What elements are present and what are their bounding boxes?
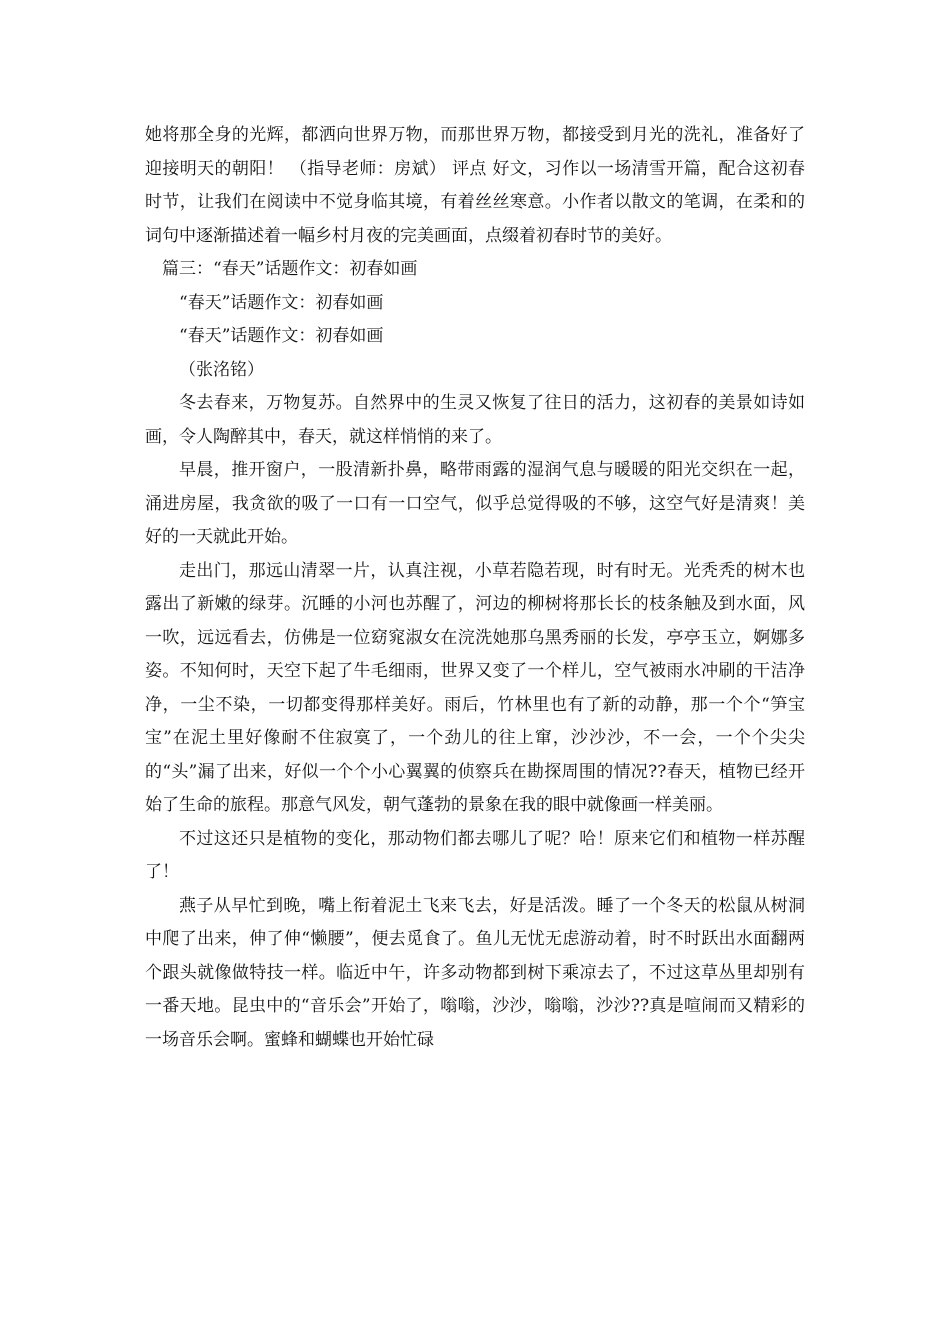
article-title-repeat: “春天”话题作文：初春如画	[179, 326, 384, 346]
paragraph-intro: 冬去春来，万物复苏。自然界中的生灵又恢复了往日的活力，这初春的美景如诗如画，令人陶醉其中，春天，就这样悄悄的来了。	[145, 393, 805, 447]
document-page	[145, 119, 805, 1057]
author-name: （张洺铭）	[179, 359, 264, 380]
paragraph-animals: 燕子从早忙到晚，嘴上衔着泥土飞来飞去，好是活泼。睡了一个冬天的松鼠从树洞中爬了出来，伸了伸“懒腰”，便去觅食了。鱼儿无忧无虑游动着，时不时跃出水面翻两个跟头就像做特技一样。临近中午，许多动物都到树下乘凉去了，不过这草丛里却别有一番天地。昆虫中的“音乐会”开始了，嗡嗡，沙沙，嗡嗡，沙沙??真是喧闹而又精彩的一场音乐会啊。蜜蜂和蝴蝶也开始忙碌	[145, 895, 805, 1050]
section-heading: 篇三：“春天”话题作文：初春如画	[162, 259, 418, 279]
paragraph-transition: 不过这还只是植物的变化，那动物们都去哪儿了呢？哈！原来它们和植物一样苏醒了！	[145, 828, 805, 882]
paragraph-commentary: 她将那全身的光辉，都洒向世界万物，而那世界万物，都接受到月光的洗礼，准备好了迎接明天的朝阳！ （指导老师：房斌） 评点 好文，习作以一场清雪开篇，配合这初春时节，让我们在阅读中不觉身临其境，有着丝丝寒意。小作者以散文的笔调，在柔和的词句中逐渐描述着一幅乡村月夜的完美画面，点缀着初春时节的美好。	[145, 125, 805, 246]
paragraph-morning: 早晨，推开窗户，一股清新扑鼻，略带雨露的湿润气息与暖暖的阳光交织在一起，涌进房屋，我贪欲的吸了一口有一口空气，似乎总觉得吸的不够，这空气好是清爽！美好的一天就此开始。	[145, 460, 805, 547]
article-title: “春天”话题作文：初春如画	[179, 292, 384, 313]
paragraph-plants: 走出门，那远山清翠一片，认真注视，小草若隐若现，时有时无。光秃秃的树木也露出了新嫩的绿芽。沉睡的小河也苏醒了，河边的柳树将那长长的枝条触及到水面，风一吹，远远看去，仿佛是一位窈窕淑女在浣洗她那乌黑秀丽的长发，亭亭玉立，婀娜多姿。不知何时，天空下起了牛毛细雨，世界又变了一个样儿，空气被雨水冲刷的干洁净净，一尘不染，一切都变得那样美好。雨后，竹林里也有了新的动静，那一个个“笋宝宝”在泥土里好像耐不住寂寞了，一个劲儿的往上窜，沙沙沙，不一会，一个个尖尖的“头”漏了出来，好似一个个小心翼翼的侦察兵在勘探周围的情况??春天，植物已经开始了生命的旅程。那意气风发，朝气蓬勃的景象在我的眼中就像画一样美丽。	[145, 560, 805, 815]
